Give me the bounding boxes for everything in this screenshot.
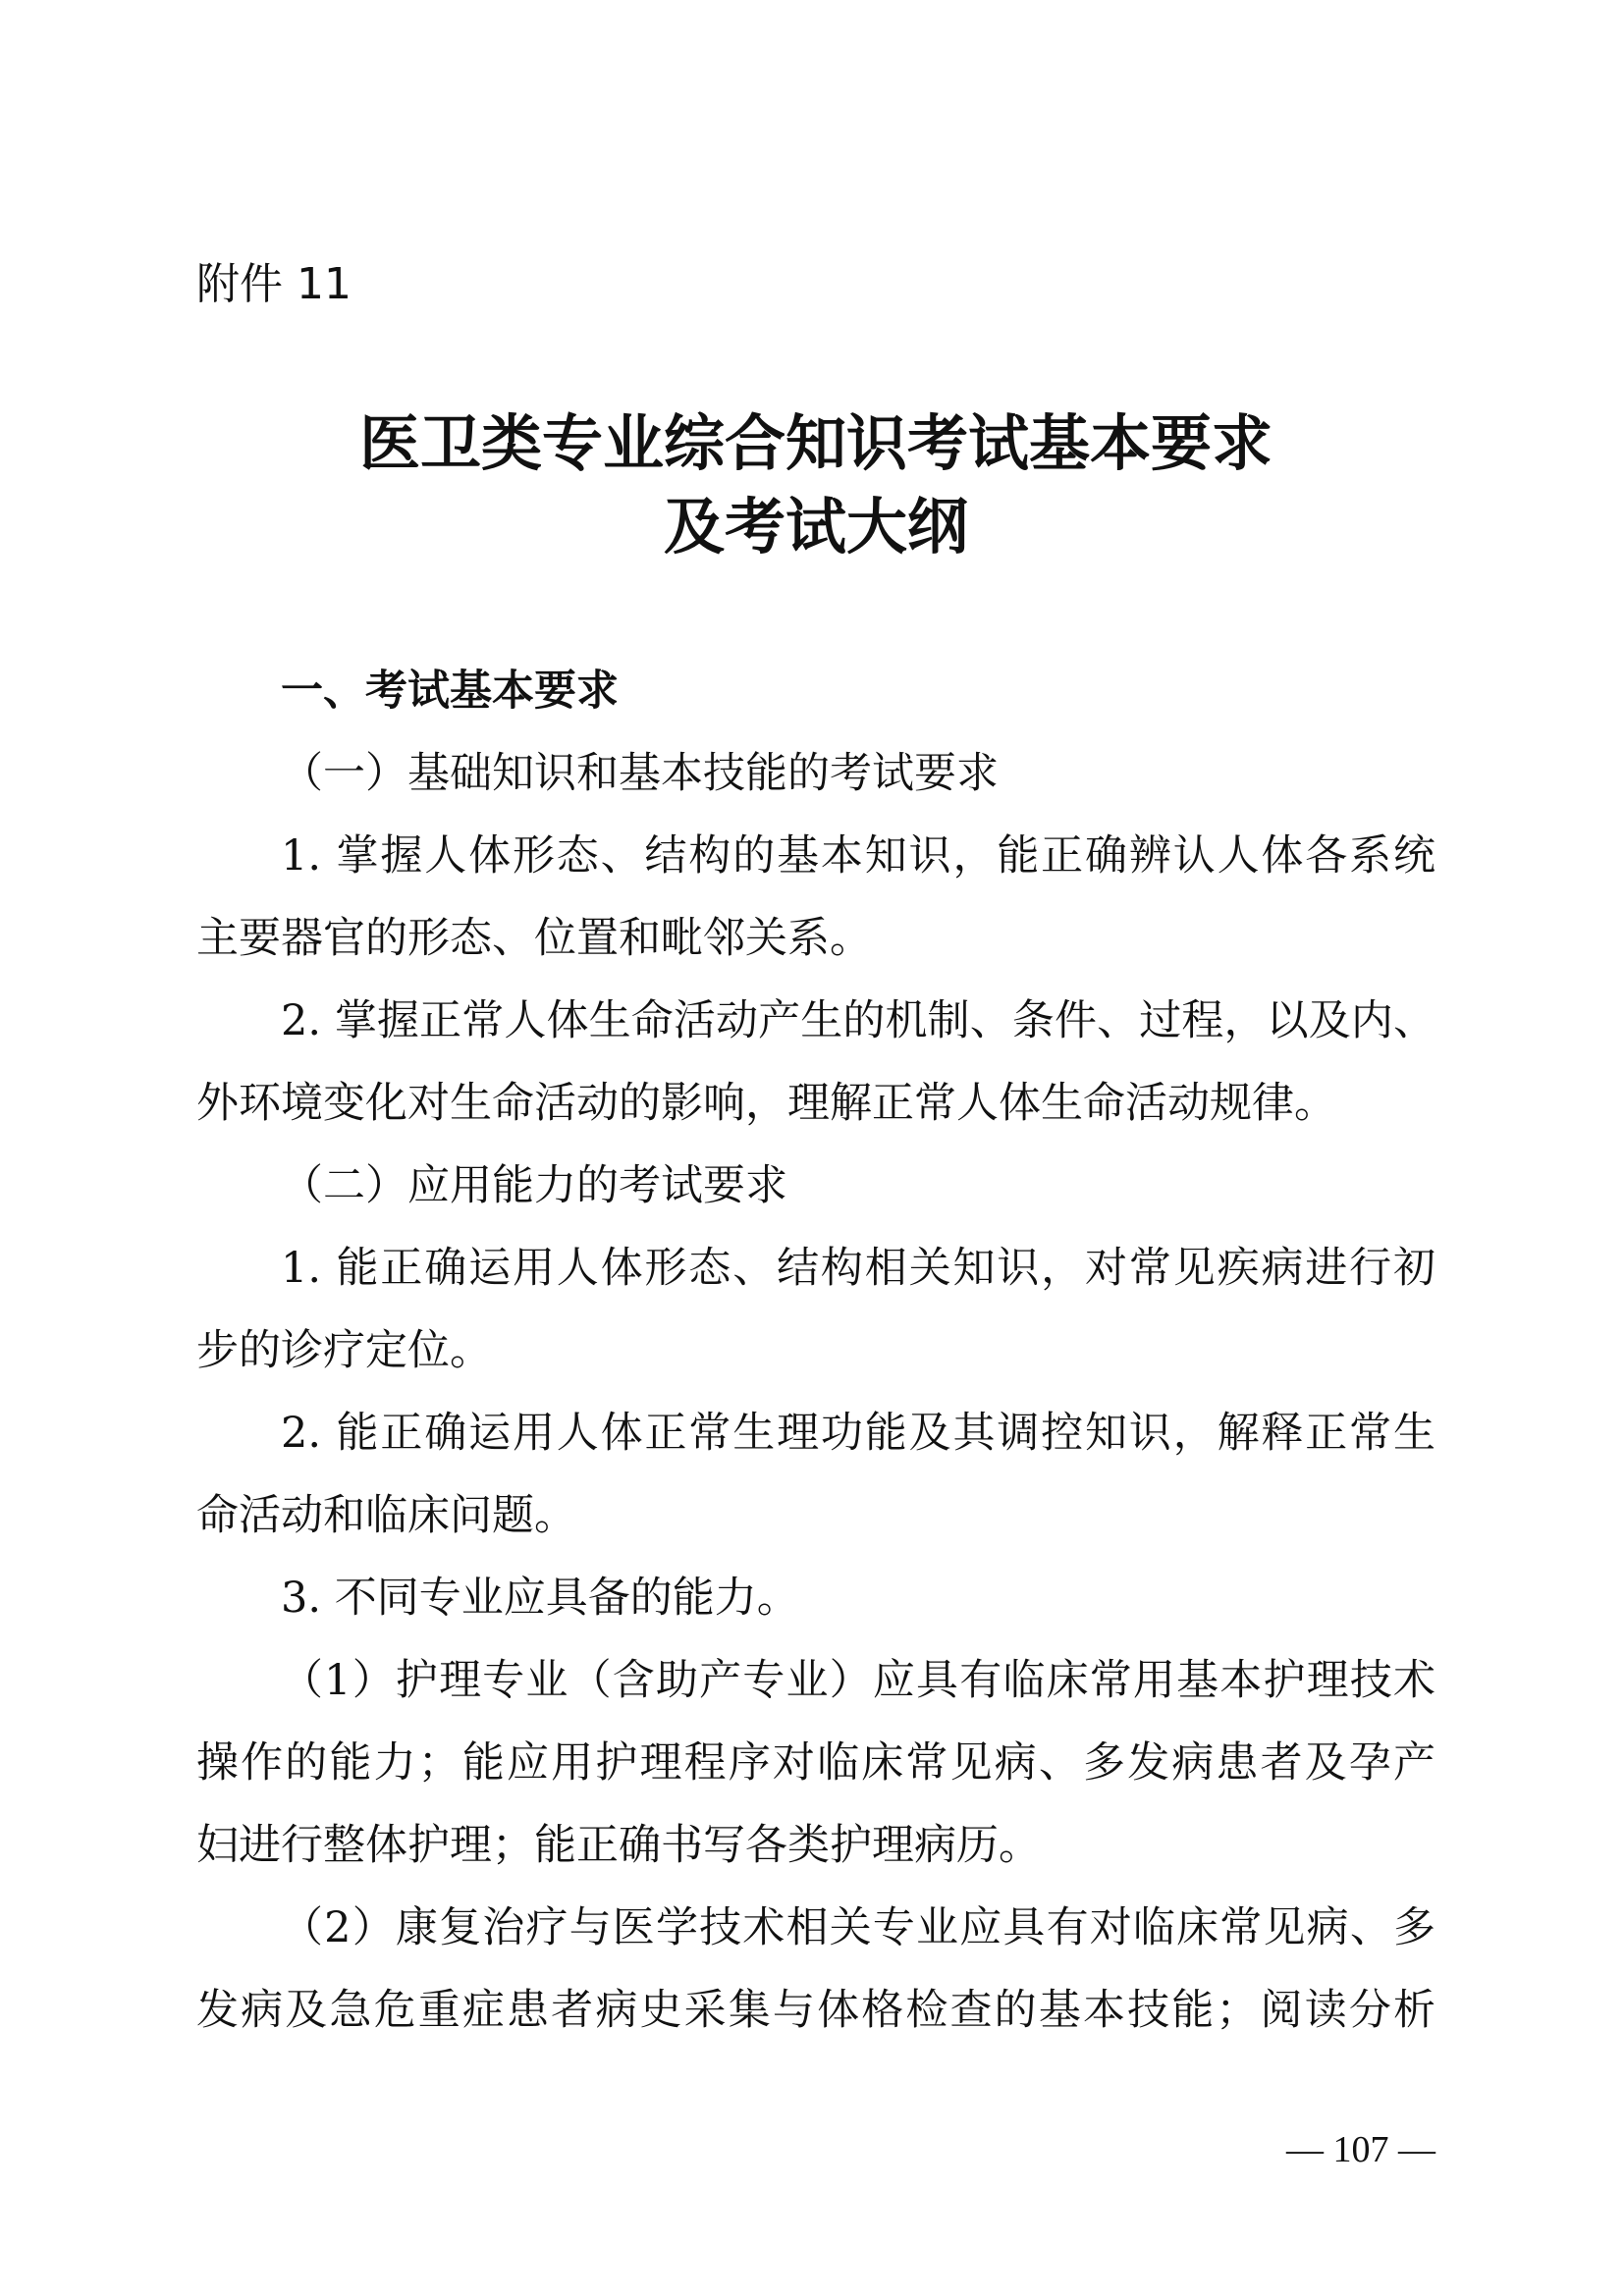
document-title-line-1: 医卫类专业综合知识考试基本要求 [358,407,1272,479]
paragraph-line: 1. 掌握人体形态、结构的基本知识，能正确辨认人体各系统 [281,831,1435,881]
paragraph-line: 操作的能力；能应用护理程序对临床常见病、多发病患者及孕产 [196,1738,1435,1788]
paragraph-line: （1）护理专业（含助产专业）应具有临床常用基本护理技术 [281,1656,1435,1705]
subsection-heading-application-ability: （二）应用能力的考试要求 [281,1161,787,1210]
paragraph-line: 妇进行整体护理；能正确书写各类护理病历。 [196,1821,1041,1870]
paragraph-line: 步的诊疗定位。 [196,1326,492,1375]
paragraph-line: （2）康复治疗与医学技术相关专业应具有对临床常见病、多 [281,1903,1435,1952]
paragraph-line: 3. 不同专业应具备的能力。 [281,1574,799,1623]
paragraph-line: 2. 能正确运用人体正常生理功能及其调控知识，解释正常生 [281,1409,1435,1458]
page-number: — 107 — [1286,2129,1435,2170]
paragraph-line: 2. 掌握正常人体生命活动产生的机制、条件、过程，以及内、 [281,996,1435,1045]
document-title-line-2: 及考试大纲 [663,491,968,562]
subsection-heading-basic-knowledge: （一）基础知识和基本技能的考试要求 [281,749,999,798]
paragraph-line: 主要器官的形态、位置和毗邻关系。 [196,914,872,963]
attachment-label: 附件 11 [196,259,352,309]
paragraph-line: 命活动和临床问题。 [196,1491,576,1540]
section-heading-exam-requirements: 一、考试基本要求 [281,667,619,716]
paragraph-line: 1. 能正确运用人体形态、结构相关知识，对常见疾病进行初 [281,1244,1435,1293]
paragraph-line: 发病及急危重症患者病史采集与体格检查的基本技能；阅读分析 [196,1986,1435,2035]
paragraph-line: 外环境变化对生命活动的影响，理解正常人体生命活动规律。 [196,1079,1336,1128]
